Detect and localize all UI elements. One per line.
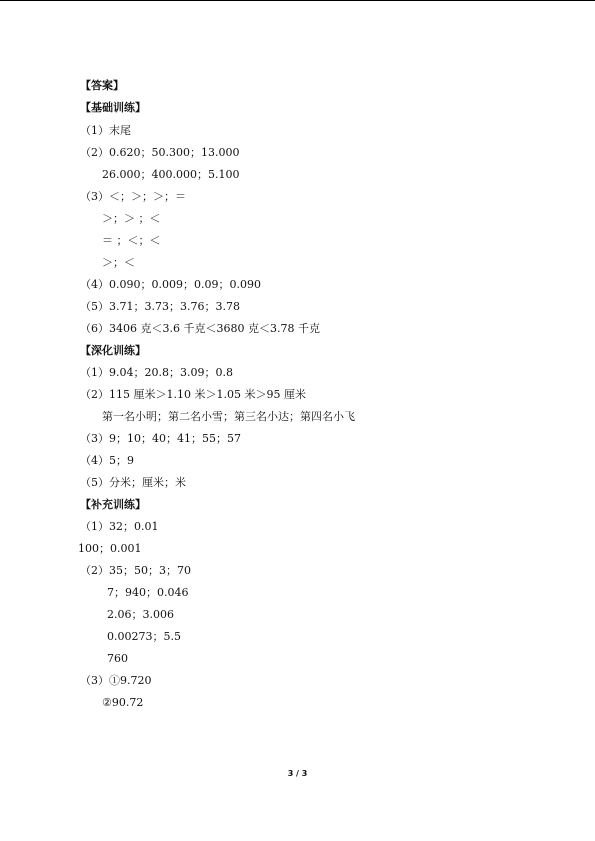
supplement-line-9: ②90.72 (102, 696, 144, 709)
supplement-line-7: 760 (107, 652, 128, 665)
supplement-training-heading: 【补充训练】 (80, 498, 146, 511)
supplement-line-1: （1）32；0.01 (80, 520, 159, 533)
supplement-line-2: 100；0.001 (78, 542, 142, 555)
deep-line-1: （1）9.04；20.8；3.09；0.8 (80, 366, 233, 379)
basic-line-8: （4）0.090；0.009；0.09；0.090 (80, 278, 261, 291)
supplement-line-5: 2.06；3.006 (107, 608, 174, 621)
deep-line-2: （2）115 厘米＞1.10 米＞1.05 米＞95 厘米 (80, 388, 306, 401)
basic-line-5: ＞；＞ ；＜ (102, 212, 161, 225)
supplement-line-3: （2）35；50；3；70 (80, 564, 191, 577)
deep-training-heading: 【深化训练】 (80, 344, 146, 357)
answer-heading: 【答案】 (80, 79, 124, 92)
basic-line-1: （1）末尾 (80, 124, 131, 137)
basic-line-10: （6）3406 克＜3.6 千克＜3680 克＜3.78 千克 (80, 322, 320, 335)
basic-line-7: ＞；＜ (102, 256, 135, 269)
basic-training-heading: 【基础训练】 (80, 101, 146, 114)
supplement-line-8: （3）①9.720 (80, 674, 152, 687)
supplement-line-4: 7；940；0.046 (107, 586, 189, 599)
page-number: 3 / 3 (287, 769, 308, 778)
basic-line-6: ＝ ；＜；＜ (102, 234, 161, 247)
deep-line-3: 第一名小明；第二名小雪；第三名小达；第四名小飞 (102, 410, 355, 423)
basic-line-3: 26.000；400.000；5.100 (102, 168, 240, 181)
deep-line-4: （3）9；10；40；41；55；57 (80, 432, 241, 445)
deep-line-6: （5）分米；厘米；米 (80, 476, 186, 489)
deep-line-5: （4）5；9 (80, 454, 134, 467)
basic-line-4: （3）＜；＞；＞；＝ (80, 190, 186, 203)
supplement-line-6: 0.00273；5.5 (107, 630, 181, 643)
top-rule (0, 0, 595, 1)
basic-line-9: （5）3.71；3.73；3.76；3.78 (80, 300, 240, 313)
basic-line-2: （2）0.620；50.300；13.000 (80, 146, 240, 159)
